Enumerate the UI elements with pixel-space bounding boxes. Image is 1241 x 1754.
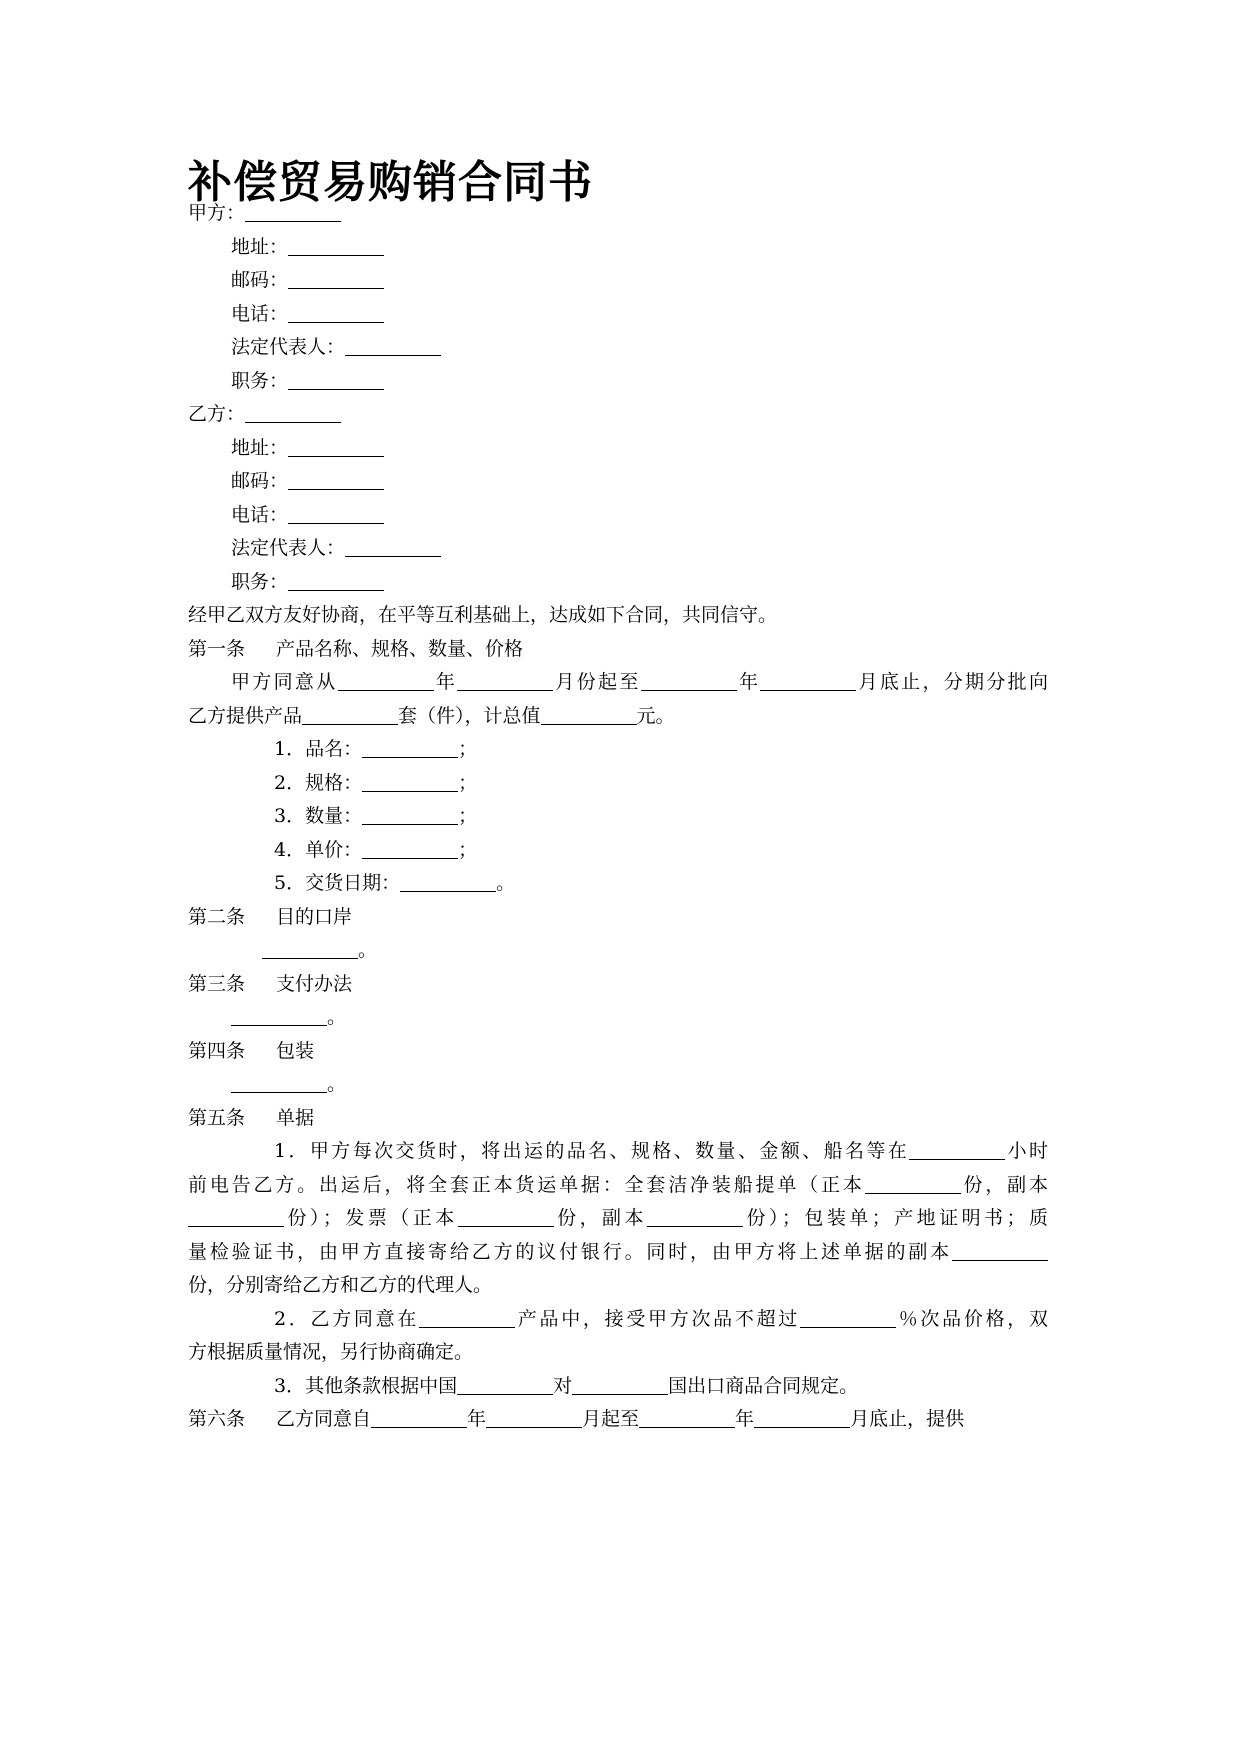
- blank-field: [288, 233, 384, 256]
- text-run: 年: [735, 1408, 755, 1430]
- article-4-body: [231, 1066, 1048, 1103]
- text-run: 。: [327, 1006, 347, 1028]
- party-a-position-label: 职务：: [231, 370, 289, 392]
- clause-2-line-2: 方根据质量情况，另行协商确定。: [188, 1341, 474, 1363]
- article-title: 支付办法: [276, 973, 353, 995]
- text-run: 年: [467, 1408, 487, 1430]
- blank-field: [371, 1405, 467, 1428]
- text-run: 。: [327, 1073, 347, 1095]
- article-2-body: [262, 932, 1122, 969]
- blank-field: [952, 1238, 1048, 1261]
- clause-3: [274, 1368, 1048, 1405]
- blank-field: [288, 568, 384, 591]
- party-a-position-line: [231, 363, 1048, 400]
- blank-field: [288, 300, 384, 323]
- document-title: 补偿贸易购销合同书: [188, 157, 593, 208]
- party-a-postcode-label: 邮码：: [231, 269, 289, 291]
- item-end: ；: [458, 839, 478, 861]
- blank-field: [400, 869, 496, 892]
- blank-field: [362, 836, 458, 859]
- text-run: 1．甲方每次交货时，将出运的品名、规格、数量、金额、船名等在: [274, 1140, 910, 1162]
- blank-field: [865, 1171, 961, 1194]
- party-b-phone-line: [231, 497, 1048, 534]
- blank-field: [486, 1405, 582, 1428]
- party-a-phone-label: 电话：: [231, 303, 289, 325]
- item-label: 5．交货日期：: [274, 872, 401, 894]
- blank-field: [362, 769, 458, 792]
- list-item: [274, 798, 1048, 835]
- blank-field: [362, 802, 458, 825]
- party-a-address-label: 地址：: [231, 236, 289, 258]
- article-number: 第三条: [188, 973, 246, 995]
- text-run: 月底止，提供: [850, 1408, 965, 1430]
- article-3-heading: [188, 966, 1048, 1003]
- article-title: 目的口岸: [276, 906, 353, 928]
- party-a-label: 甲方：: [188, 202, 246, 224]
- blank-field: [647, 1204, 743, 1227]
- article-number: 第四条: [188, 1040, 246, 1062]
- blank-field: [362, 735, 458, 758]
- article-number: 第六条: [188, 1408, 246, 1430]
- clause-1-line-1: [274, 1133, 1048, 1170]
- text-run: 乙方提供产品: [188, 705, 303, 727]
- text-run: 份，副本: [960, 1174, 1048, 1196]
- blank-field: [639, 1405, 735, 1428]
- party-b-postcode-label: 邮码：: [231, 470, 289, 492]
- text-run: 量检验证书，由甲方直接寄给乙方的议付银行。同时，由甲方将上述单据的副本: [188, 1241, 952, 1263]
- party-b-position-line: [231, 564, 1048, 601]
- party-a-phone-line: [231, 296, 1048, 333]
- blank-field: [754, 1405, 850, 1428]
- blank-field: [262, 936, 358, 959]
- article-number: 第五条: [188, 1107, 246, 1129]
- item-end: ；: [458, 772, 478, 794]
- article-number: 第一条: [188, 638, 246, 660]
- blank-field: [345, 534, 441, 557]
- party-b-rep-line: [231, 530, 1048, 567]
- text-run: 月起至: [582, 1408, 640, 1430]
- party-b-line: [188, 396, 1048, 433]
- blank-field: [419, 1305, 515, 1328]
- article-6-line-1: [188, 1401, 1048, 1438]
- party-b-rep-label: 法定代表人：: [231, 537, 346, 559]
- text-run: 对: [553, 1375, 573, 1397]
- party-b-postcode-line: [231, 463, 1048, 500]
- blank-field: [457, 668, 553, 691]
- blank-field: [288, 434, 384, 457]
- item-end: 。: [496, 872, 516, 894]
- blank-field: [760, 668, 856, 691]
- item-end: ；: [458, 805, 478, 827]
- clause-1-line-5: 份，分别寄给乙方和乙方的代理人。: [188, 1274, 493, 1296]
- article-1-heading: [188, 631, 1048, 668]
- blank-field: [231, 1003, 327, 1026]
- blank-field: [231, 1070, 327, 1093]
- text-run: 2．乙方同意在: [274, 1308, 420, 1330]
- text-run: 月份起至: [553, 671, 641, 693]
- clause-1-line-2: [188, 1167, 1048, 1204]
- text-run: 份）；包装单；产地证明书；质: [743, 1207, 1048, 1229]
- text-run: 套（件），计总值: [398, 705, 541, 727]
- blank-field: [302, 702, 398, 725]
- text-run: 份，副本: [553, 1207, 647, 1229]
- clause-1-line-3: [188, 1200, 1048, 1237]
- article-1-para-line-1: [231, 664, 1048, 701]
- list-item: [274, 731, 1048, 768]
- article-number: 第二条: [188, 906, 246, 928]
- blank-field: [188, 1204, 284, 1227]
- article-4-heading: [188, 1033, 1048, 1070]
- text-run: 年: [736, 671, 761, 693]
- party-b-blank: [245, 400, 341, 423]
- party-a-postcode-line: [231, 262, 1048, 299]
- blank-field: [338, 668, 434, 691]
- text-run: 产品中，接受甲方次品不超过: [515, 1308, 801, 1330]
- text-run: 国出口商品合同规定。: [668, 1375, 859, 1397]
- party-a-rep-line: [231, 329, 1048, 366]
- clause-2-line-1: [274, 1301, 1048, 1338]
- article-title: 单据: [276, 1107, 315, 1129]
- text-run: 年: [433, 671, 458, 693]
- text-run: 甲方同意从: [231, 671, 338, 693]
- item-label: 1．品名：: [274, 738, 363, 760]
- item-end: ；: [458, 738, 478, 760]
- text-run: 3．其他条款根据中国: [274, 1375, 458, 1397]
- list-item: [274, 832, 1048, 869]
- preamble: 经甲乙双方友好协商，在平等互利基础上，达成如下合同，共同信守。: [188, 604, 778, 626]
- item-label: 3．数量：: [274, 805, 363, 827]
- blank-field: [288, 501, 384, 524]
- article-5-heading: [188, 1100, 1048, 1137]
- article-1-para-line-2: [188, 698, 1048, 735]
- party-a-line: [188, 195, 1048, 232]
- blank-field: [288, 367, 384, 390]
- text-run: 元。: [636, 705, 675, 727]
- clause-1-line-4: [188, 1234, 1048, 1271]
- blank-field: [457, 1372, 553, 1395]
- text-run: 月底止，分期分批向: [856, 671, 1048, 693]
- item-label: 2．规格：: [274, 772, 363, 794]
- text-run: 小时: [1005, 1140, 1048, 1162]
- text-run: 乙方同意自: [276, 1408, 372, 1430]
- party-b-address-line: [231, 430, 1048, 467]
- article-3-body: [231, 999, 1048, 1036]
- article-title: 包装: [276, 1040, 315, 1062]
- party-a-rep-label: 法定代表人：: [231, 336, 346, 358]
- blank-field: [800, 1305, 896, 1328]
- party-b-position-label: 职务：: [231, 571, 289, 593]
- blank-field: [541, 702, 637, 725]
- party-a-address-line: [231, 229, 1048, 266]
- blank-field: [909, 1137, 1005, 1160]
- blank-field: [345, 333, 441, 356]
- list-item: [274, 765, 1048, 802]
- text-run: ％次品价格，双: [896, 1308, 1048, 1330]
- article-2-heading: [188, 899, 1048, 936]
- party-b-address-label: 地址：: [231, 437, 289, 459]
- blank-field: [288, 266, 384, 289]
- blank-field: [572, 1372, 668, 1395]
- party-b-phone-label: 电话：: [231, 504, 289, 526]
- blank-field: [288, 467, 384, 490]
- text-run: 。: [358, 939, 378, 961]
- text-run: 份）；发票（正本: [284, 1207, 458, 1229]
- party-a-blank: [245, 199, 341, 222]
- article-title: 产品名称、规格、数量、价格: [276, 638, 524, 660]
- party-b-label: 乙方：: [188, 403, 246, 425]
- text-run: 前电告乙方。出运后，将全套正本货运单据：全套洁净装船提单（正本: [188, 1174, 865, 1196]
- list-item: [274, 865, 1048, 902]
- blank-field: [641, 668, 737, 691]
- blank-field: [458, 1204, 554, 1227]
- item-label: 4．单价：: [274, 839, 363, 861]
